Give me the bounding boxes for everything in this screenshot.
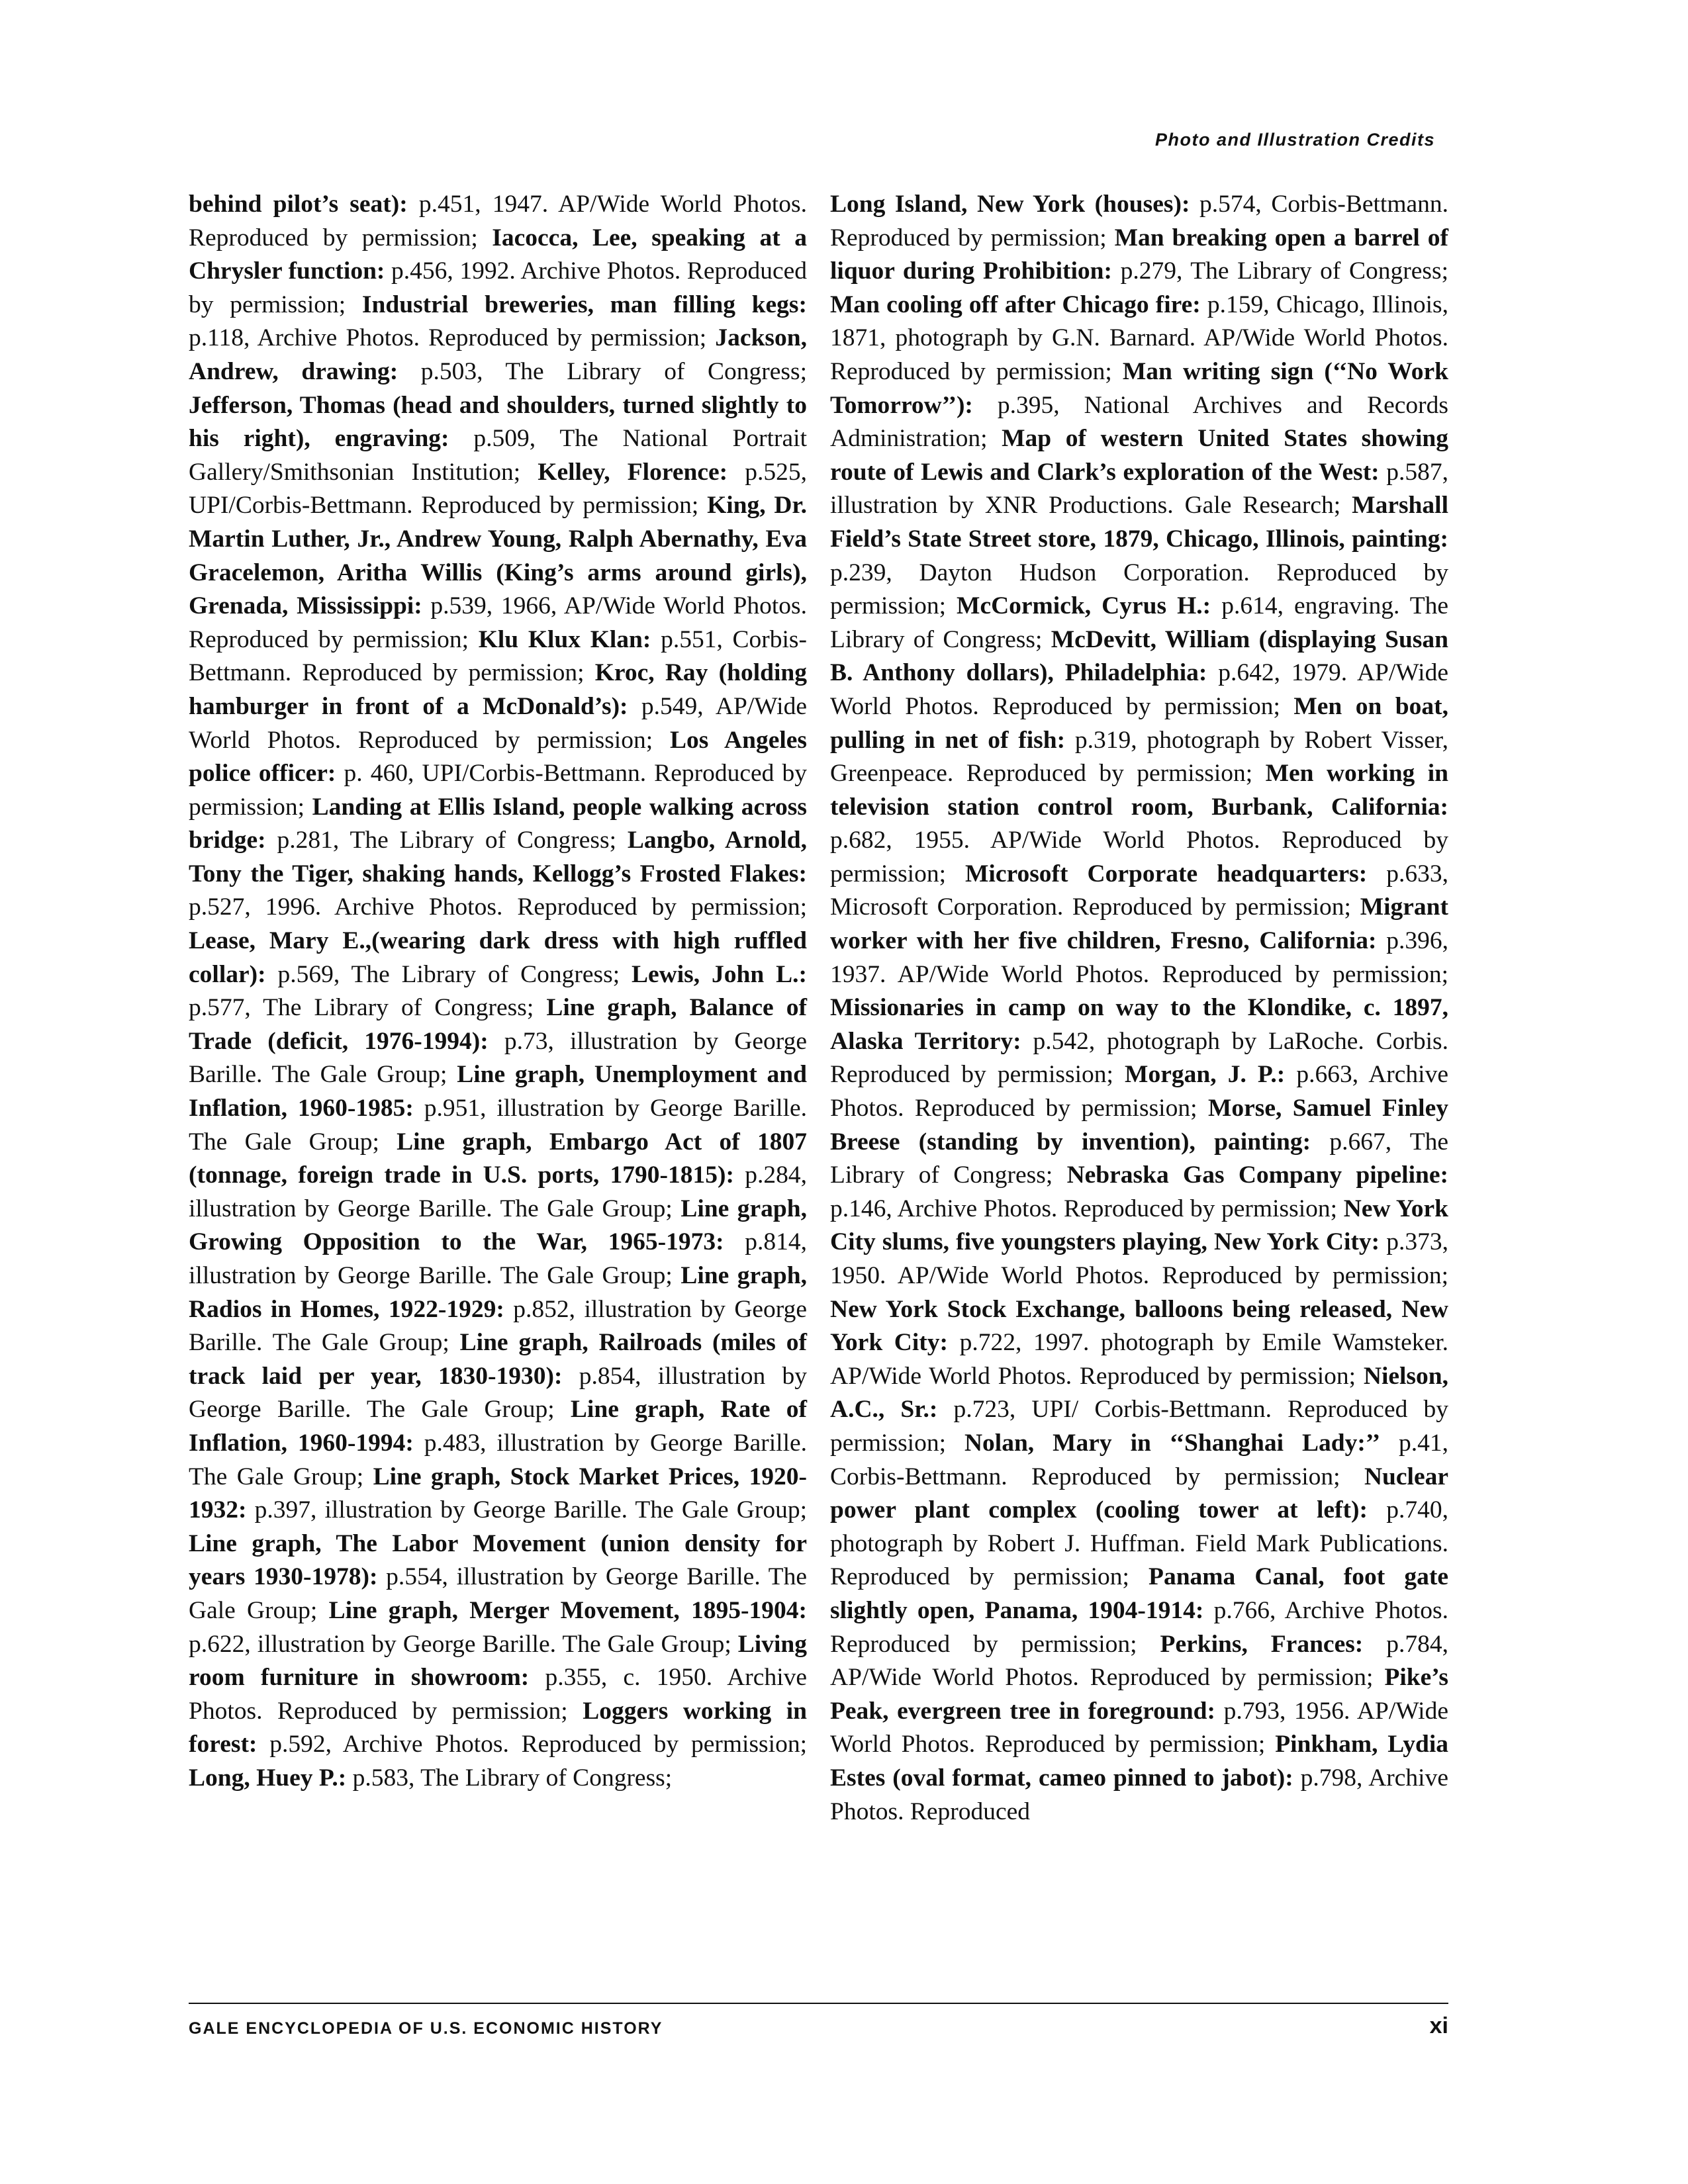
credit-source: p.784, AP/Wide World Photos. Reproduced by permission; (830, 1630, 1449, 1692)
credit-subject: Pike’s Peak, evergreen tree in foreground: (830, 1664, 1448, 1725)
credit-source: p.587, illustration by XNR Productions. Gale Research; (830, 458, 1448, 520)
credit-source: p.852, illustration by George Barille. The Gale Group; (189, 1295, 808, 1357)
credit-source: p.159, Chicago, Illinois, 1871, photograph by G.N. Barnard. AP/Wide World Photos. Reproduced by permission; (830, 291, 1449, 385)
credit-source: p.667, The Library of Congress; (830, 1128, 1448, 1189)
credit-source: p.118, Archive Photos. Reproduced by permission; (189, 324, 716, 352)
credit-entry (830, 1296, 1448, 1390)
credit-source: p.814, illustration by George Barille. The Gale Group; (189, 1228, 807, 1289)
credit-source: p.146, Archive Photos. Reproduced by permission; (830, 1195, 1344, 1222)
credit-source: p.549, AP/Wide World Photos. Reproduced by permission; (189, 692, 807, 754)
credit-source: p.503, The Library of Congress; (398, 357, 807, 385)
credit-subject: Long Island, New York (houses): (830, 191, 1190, 218)
credit-subject: Man breaking open a barrel of liquor during Prohibition: (830, 224, 1448, 285)
credit-source: p.396, 1937. AP/Wide World Photos. Reproduced by permission; (830, 927, 1449, 988)
credit-subject: King, Dr. Martin Luther, Jr., Andrew Young, Ralph Abernathy, Eva Gracelemon, Aritha Willis (King’s arms around girls), Grenada, Mississippi: (189, 492, 808, 620)
credit-subject: Jackson, Andrew, drawing: (189, 324, 807, 385)
running-head: Photo and Illustration Credits (1154, 130, 1435, 150)
credit-subject: Panama Canal, foot gate slightly open, Panama, 1904-1914: (830, 1563, 1448, 1624)
credit-subject: Morgan, J. P.: (1125, 1061, 1286, 1089)
credit-subject: Man cooling off after Chicago fire: (830, 291, 1201, 318)
credit-source: p.614, engraving. The Library of Congress; (830, 592, 1448, 653)
credit-subject: Lease, Mary E.,(wearing dark dress with high ruffled collar): (189, 927, 807, 988)
credit-source: p.397, illustration by George Barille. The Gale Group; (246, 1496, 807, 1524)
credit-source: p.279, The Library of Congress; (1112, 257, 1448, 285)
right-column (830, 188, 1448, 1829)
credit-subject: Line graph, Unemployment and Inflation, 1960-1985: (189, 1061, 807, 1122)
credit-subject: Long, Huey P.: (189, 1764, 347, 1792)
credit-subject: Kroc, Ray (holding hamburger in front of a McDonald’s): (189, 659, 807, 720)
footer-rule (189, 2003, 1448, 2004)
credit-subject: Landing at Ellis Island, people walking across bridge: (189, 793, 807, 854)
credit-source: p.577, The Library of Congress; (189, 994, 547, 1022)
credit-subject: Line graph, Balance of Trade (deficit, 1976-1994): (189, 994, 807, 1055)
credit-subject: Iacocca, Lee, speaking at a Chrysler function: (189, 224, 807, 285)
credit-source: p.239, Dayton Hudson Corporation. Reproduced by permission; (830, 559, 1448, 620)
credit-subject: Nebraska Gas Company pipeline: (1066, 1161, 1448, 1189)
credit-source: p.682, 1955. AP/Wide World Photos. Reproduced by permission; (830, 827, 1448, 887)
credit-subject: Line graph, Railroads (miles of track laid per year, 1830-1930): (189, 1329, 807, 1390)
credit-source: p.483, illustration by George Barille. The Gale Group; (189, 1429, 808, 1490)
credit-subject: Missionaries in camp on way to the Klondike, c. 1897, Alaska Territory: (830, 994, 1448, 1055)
footer-book-title: GALE ENCYCLOPEDIA OF U.S. ECONOMIC HISTORY (189, 2019, 663, 2038)
credit-subject: Man writing sign (‘‘No Work Tomorrow’’): (830, 357, 1448, 419)
credit-subject: Perkins, Frances: (1160, 1630, 1364, 1658)
credit-source: p.951, illustration by George Barille. The Gale Group; (189, 1095, 808, 1156)
credit-source: p.740, photograph by Robert J. Huffman. Field Mark Publications. Reproduced by permission; (830, 1496, 1448, 1591)
credit-source: p.798, Archive Photos. Reproduced (830, 1764, 1448, 1825)
credit-source: p.554, illustration by George Barille. The Gale Group; (189, 1563, 807, 1624)
credit-subject: Men on boat, pulling in net of fish: (830, 692, 1449, 754)
credit-subject: Lewis, John L.: (632, 960, 807, 988)
credit-subject: Langbo, Arnold, Tony the Tiger, shaking hands, Kellogg’s Frosted Flakes: (189, 827, 807, 887)
credit-subject: Nolan, Mary in ‘‘Shanghai Lady:’’ (964, 1429, 1381, 1457)
credit-source: p.284, illustration by George Barille. The Gale Group; (189, 1161, 808, 1222)
credit-source: p.509, The National Portrait Gallery/Smithsonian Institution; (189, 425, 808, 486)
credit-subject: Line graph, Stock Market Prices, 1920-1932: (189, 1463, 808, 1524)
credit-subject: Pinkham, Lydia Estes (oval format, cameo pinned to jabot): (830, 1731, 1449, 1792)
credit-source: p.395, National Archives and Records Administration; (830, 391, 1448, 453)
credit-subject: Loggers working in forest: (189, 1697, 807, 1758)
credit-source: p.41, Corbis-Bettmann. Reproduced by permission; (830, 1429, 1448, 1490)
credit-source: p. 460, UPI/Corbis-Bettmann. Reproduced by permission; (189, 760, 807, 821)
credit-source: p.622, illustration by George Barille. The Gale Group; (189, 1630, 738, 1658)
credit-subject: Line graph, Growing Opposition to the War, 1965-1973: (189, 1195, 807, 1256)
credit-source: p.281, The Library of Congress; (265, 827, 628, 854)
credit-subject: Nielson, A.C., Sr.: (830, 1362, 1448, 1424)
credit-subject: Marshall Field’s State Street store, 1879, Chicago, Illinois, painting: (830, 492, 1448, 553)
credit-source: p.525, UPI/Corbis-Bettmann. Reproduced by permission; (189, 458, 808, 520)
footer-page-number: xi (1429, 2013, 1448, 2038)
credit-source: p.633, Microsoft Corporation. Reproduced by permission; (830, 860, 1449, 921)
credit-subject: Map of western United States showing route of Lewis and Clark’s exploration of the West: (830, 425, 1448, 486)
credit-subject: Nuclear power plant complex (cooling tower at left): (830, 1463, 1448, 1524)
credit-subject: New York Stock Exchange, balloons being released, New York City: (830, 1295, 1448, 1357)
credit-subject: McDevitt, William (displaying Susan B. Anthony dollars), Philadelphia: (830, 625, 1448, 687)
credit-source: p.451, 1947. AP/Wide World Photos. Reproduced by permission; (189, 191, 807, 251)
credit-source: p.539, 1966, AP/Wide World Photos. Reproduced by permission; (189, 592, 807, 653)
credit-subject: Microsoft Corporate headquarters: (965, 860, 1368, 887)
credit-subject: Line graph, Embargo Act of 1807 (tonnage, foreign trade in U.S. ports, 1790-1815): (189, 1128, 807, 1189)
credit-source: p.551, Corbis-Bettmann. Reproduced by permission; (189, 625, 807, 687)
credit-source: p.542, photograph by LaRoche. Corbis. Reproduced by permission; (830, 1027, 1448, 1089)
credit-source: p.642, 1979. AP/Wide World Photos. Reproduced by permission; (830, 659, 1449, 720)
credit-subject: Line graph, Radios in Homes, 1922-1929: (189, 1262, 807, 1323)
credit-subject: Kelley, Florence: (538, 458, 728, 486)
credit-subject: Line graph, Rate of Inflation, 1960-1994: (189, 1396, 807, 1457)
credit-subject: New York City slums, five youngsters playing, New York City: (830, 1195, 1448, 1256)
left-column (189, 188, 807, 1796)
credit-source: p.574, Corbis-Bettmann. Reproduced by permission; (830, 191, 1449, 251)
credit-source: p.569, The Library of Congress; (265, 960, 632, 988)
credit-source: p.373, 1950. AP/Wide World Photos. Reproduced by permission; (830, 1228, 1448, 1289)
credit-source: p.722, 1997. photograph by Emile Wamsteker. AP/Wide World Photos. Reproduced by permission; (830, 1329, 1448, 1390)
credit-source: p.319, photograph by Robert Visser, Greenpeace. Reproduced by permission; (830, 726, 1448, 788)
credit-source: p.766, Archive Photos. Reproduced by permission; (830, 1596, 1449, 1658)
credit-source: p.456, 1992. Archive Photos. Reproduced by permission; (189, 257, 807, 318)
credit-source: p.723, UPI/ Corbis-Bettmann. Reproduced by permission; (830, 1396, 1448, 1457)
credit-source: p.854, illustration by George Barille. The Gale Group; (189, 1362, 807, 1424)
credit-source: p.527, 1996. Archive Photos. Reproduced by permission; (189, 893, 807, 921)
credit-source: p.73, illustration by George Barille. The Gale Group; (189, 1027, 807, 1089)
credit-subject: behind pilot’s seat): (189, 191, 408, 218)
credit-subject: Klu Klux Klan: (478, 625, 651, 653)
credit-subject: Line graph, The Labor Movement (union density for years 1930-1978): (189, 1529, 807, 1591)
credit-source: p.663, Archive Photos. Reproduced by permission; (830, 1061, 1448, 1122)
credit-subject: Living room furniture in showroom: (189, 1630, 807, 1692)
credit-subject: Line graph, Merger Movement, 1895-1904: (328, 1596, 807, 1624)
credit-subject: Los Angeles police officer: (189, 726, 808, 788)
credit-subject: Men working in television station control room, Burbank, California: (830, 760, 1448, 821)
credit-source: p.583, The Library of Congress; (346, 1764, 673, 1792)
credit-subject: Morse, Samuel Finley Breese (standing by invention), painting: (830, 1095, 1448, 1156)
credit-subject: Jefferson, Thomas (head and shoulders, turned slightly to his right), engraving: (189, 391, 807, 453)
credit-source: p.793, 1956. AP/Wide World Photos. Reproduced by permission; (830, 1697, 1448, 1758)
credit-source: p.355, c. 1950. Archive Photos. Reproduced by permission; (189, 1664, 808, 1725)
credit-subject: Industrial breweries, man filling kegs: (361, 291, 807, 318)
credit-subject: McCormick, Cyrus H.: (957, 592, 1211, 620)
credit-entry (189, 1764, 672, 1792)
credit-source: p.592, Archive Photos. Reproduced by permission; (257, 1731, 807, 1758)
credit-subject: Migrant worker with her five children, Fresno, California: (830, 893, 1448, 955)
